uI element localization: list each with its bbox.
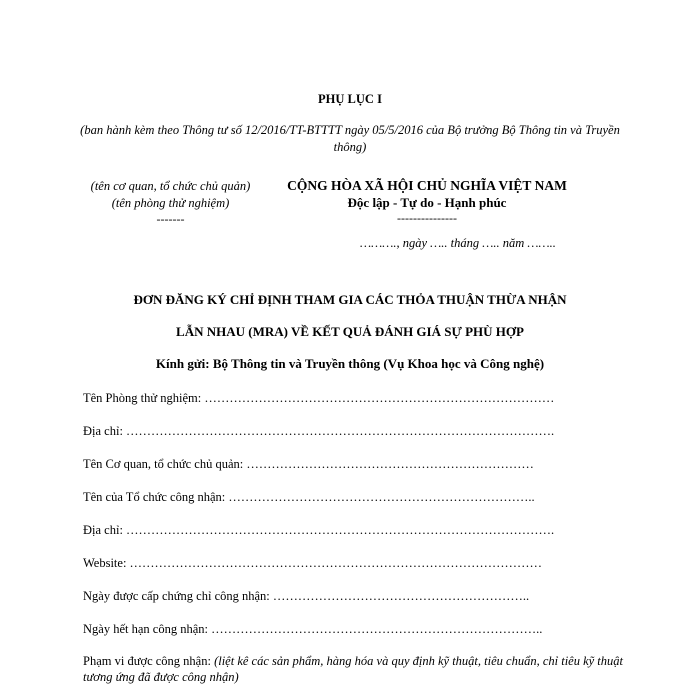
field-parent-organization: Tên Cơ quan, tổ chức chủ quản: …………………………………………………………… bbox=[83, 457, 534, 471]
appendix-title: PHỤ LỤC I bbox=[318, 92, 382, 106]
field-accreditation-body: Tên của Tổ chức công nhận: ……………………………………………………………….. bbox=[83, 490, 535, 504]
national-motto: Độc lập - Tự do - Hạnh phúc bbox=[347, 195, 507, 210]
scope-note: (liệt kê các sản phẩm, hàng hóa và quy định kỹ thuật, tiêu chuẩn, chỉ tiêu kỹ thuật tương ứng đã được công nhận) bbox=[83, 654, 624, 684]
national-title: CỘNG HÒA XÃ HỘI CHỦ NGHĨA VIỆT NAM bbox=[287, 178, 567, 193]
field-lab-name: Tên Phòng thử nghiệm: ………………………………………………………………………… bbox=[83, 391, 555, 405]
field-website: Website: ……………………………………………………………………………………… bbox=[83, 556, 543, 570]
field-accreditation-expiry-date: Ngày hết hạn công nhận: …………………………………………………………………….. bbox=[83, 622, 543, 636]
right-divider: --------------- bbox=[397, 211, 457, 225]
document-title-line-1: ĐƠN ĐĂNG KÝ CHỈ ĐỊNH THAM GIA CÁC THỎA THUẬN THỪA NHẬN bbox=[133, 292, 567, 307]
scope-of-accreditation bbox=[83, 653, 623, 685]
left-divider: ------- bbox=[156, 212, 185, 226]
field-certificate-issue-date: Ngày được cấp chứng chỉ công nhận: …………………………………………………….. bbox=[83, 589, 530, 603]
document-title-line-2: LẪN NHAU (MRA) VỀ KẾT QUẢ ĐÁNH GIÁ SỰ PHÙ HỢP bbox=[176, 324, 524, 339]
issuance-note: (ban hành kèm theo Thông tư số 12/2016/TT-BTTTT ngày 05/5/2016 của Bộ trưởng Bộ Thông tin và Truyền thông) bbox=[80, 123, 620, 154]
scope-label: Phạm vi được công nhận: bbox=[83, 654, 211, 668]
field-address: Địa chỉ: …………………………………………………………………………………………. bbox=[83, 424, 555, 438]
field-accreditation-body-address: Địa chỉ: …………………………………………………………………………………………. bbox=[83, 523, 555, 537]
parent-organization-placeholder: (tên cơ quan, tổ chức chủ quản) bbox=[90, 179, 251, 193]
addressee: Kính gửi: Bộ Thông tin và Truyền thông (Vụ Khoa học và Công nghệ) bbox=[155, 356, 545, 371]
date-line: ………., ngày ….. tháng ….. năm …….. bbox=[360, 236, 556, 250]
lab-name-placeholder: (tên phòng thử nghiệm) bbox=[111, 196, 230, 210]
